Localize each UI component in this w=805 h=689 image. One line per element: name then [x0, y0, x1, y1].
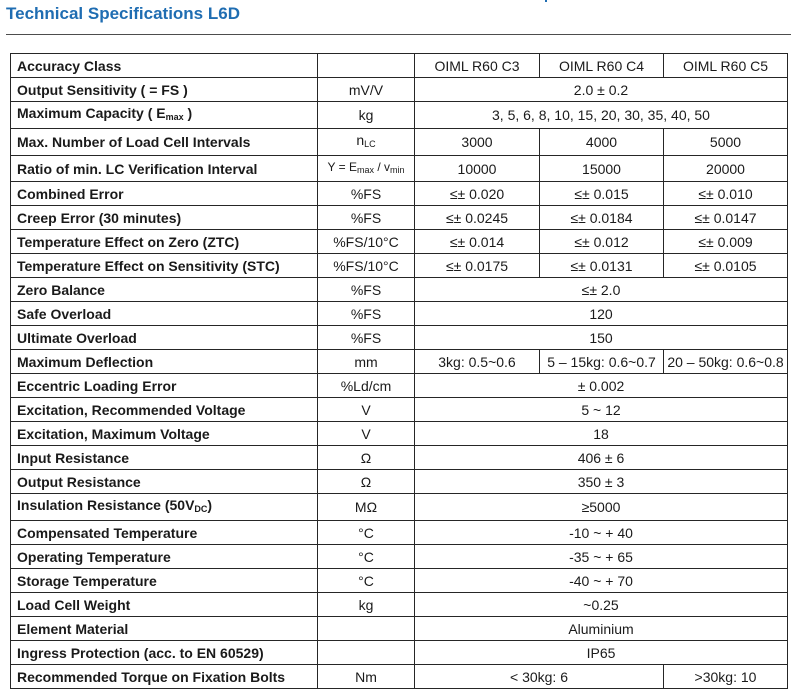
- spec-unit: [318, 54, 415, 78]
- spec-value: Aluminium: [415, 617, 788, 641]
- spec-parameter: Load Cell Weight: [11, 593, 318, 617]
- spec-parameter: Recommended Torque on Fixation Bolts: [11, 665, 318, 689]
- spec-parameter: Safe Overload: [11, 302, 318, 326]
- spec-value: ≤± 0.020: [415, 182, 540, 206]
- spec-value: 5 ~ 12: [415, 398, 788, 422]
- spec-parameter: Zero Balance: [11, 278, 318, 302]
- page-title: Technical Specifications L6D: [6, 4, 240, 23]
- spec-value: ≤± 0.009: [664, 230, 788, 254]
- spec-parameter: Element Material: [11, 617, 318, 641]
- spec-value: ± 0.002: [415, 374, 788, 398]
- spec-unit: %FS/10°C: [318, 230, 415, 254]
- spec-unit: Ω: [318, 470, 415, 494]
- spec-value: 3, 5, 6, 8, 10, 15, 20, 30, 35, 40, 50: [415, 102, 788, 129]
- spec-row: [11, 254, 788, 278]
- spec-value: -35 ~ + 65: [415, 545, 788, 569]
- spec-value: ≤± 0.0131: [540, 254, 664, 278]
- spec-row: [11, 446, 788, 470]
- spec-unit: Nm: [318, 665, 415, 689]
- spec-value: ≤± 0.010: [664, 182, 788, 206]
- spec-value: ≤± 0.0147: [664, 206, 788, 230]
- spec-parameter: Operating Temperature: [11, 545, 318, 569]
- spec-parameter: Creep Error (30 minutes): [11, 206, 318, 230]
- spec-value: 4000: [540, 129, 664, 156]
- spec-parameter: Output Sensitivity ( = FS ): [11, 78, 318, 102]
- spec-unit: [318, 641, 415, 665]
- spec-value: 18: [415, 422, 788, 446]
- spec-value: -40 ~ + 70: [415, 569, 788, 593]
- spec-unit: %FS: [318, 206, 415, 230]
- spec-value: 5 – 15kg: 0.6~0.7: [540, 350, 664, 374]
- top-accent-mark: [545, 0, 547, 2]
- spec-table-body: [11, 54, 788, 689]
- spec-value: ≤± 0.014: [415, 230, 540, 254]
- spec-row: [11, 350, 788, 374]
- spec-row: [11, 182, 788, 206]
- spec-table: [10, 53, 788, 689]
- spec-row: [11, 470, 788, 494]
- spec-row: [11, 302, 788, 326]
- spec-value: OIML R60 C5: [664, 54, 788, 78]
- spec-parameter: Temperature Effect on Zero (ZTC): [11, 230, 318, 254]
- spec-row: [11, 641, 788, 665]
- spec-unit: $n_{LC}$: [318, 129, 415, 156]
- spec-parameter: Eccentric Loading Error: [11, 374, 318, 398]
- spec-row: [11, 230, 788, 254]
- spec-unit: °C: [318, 545, 415, 569]
- spec-row: [11, 593, 788, 617]
- spec-value: 15000: [540, 156, 664, 182]
- spec-unit: %Ld/cm: [318, 374, 415, 398]
- spec-value: ≤± 0.015: [540, 182, 664, 206]
- spec-unit: °C: [318, 569, 415, 593]
- spec-value: 5000: [664, 129, 788, 156]
- spec-unit: $Y = E_{max} / v_{min}$: [318, 156, 415, 182]
- spec-parameter: Ultimate Overload: [11, 326, 318, 350]
- spec-unit: Ω: [318, 446, 415, 470]
- spec-unit: %FS: [318, 326, 415, 350]
- spec-row: [11, 521, 788, 545]
- spec-row: [11, 617, 788, 641]
- spec-row: [11, 129, 788, 156]
- spec-unit: %FS: [318, 278, 415, 302]
- spec-row: [11, 374, 788, 398]
- spec-unit: kg: [318, 593, 415, 617]
- spec-row: [11, 422, 788, 446]
- spec-value: 350 ± 3: [415, 470, 788, 494]
- spec-value: 20000: [664, 156, 788, 182]
- spec-value: 150: [415, 326, 788, 350]
- spec-unit: MΩ: [318, 494, 415, 521]
- spec-parameter: Compensated Temperature: [11, 521, 318, 545]
- spec-value: 3000: [415, 129, 540, 156]
- spec-value: 406 ± 6: [415, 446, 788, 470]
- spec-value: 10000: [415, 156, 540, 182]
- spec-parameter: Temperature Effect on Sensitivity (STC): [11, 254, 318, 278]
- spec-parameter: Output Resistance: [11, 470, 318, 494]
- spec-row: [11, 54, 788, 78]
- spec-value: IP65: [415, 641, 788, 665]
- spec-value: ≤± 0.0175: [415, 254, 540, 278]
- spec-row: [11, 398, 788, 422]
- spec-row: [11, 569, 788, 593]
- spec-parameter: Combined Error: [11, 182, 318, 206]
- spec-value: 20 – 50kg: 0.6~0.8: [664, 350, 788, 374]
- spec-value: OIML R60 C3: [415, 54, 540, 78]
- spec-value: OIML R60 C4: [540, 54, 664, 78]
- spec-unit: %FS/10°C: [318, 254, 415, 278]
- spec-unit: °C: [318, 521, 415, 545]
- spec-unit: %FS: [318, 302, 415, 326]
- spec-parameter: Max. Number of Load Cell Intervals: [11, 129, 318, 156]
- spec-unit: [318, 617, 415, 641]
- spec-parameter: Ratio of min. LC Verification Interval: [11, 156, 318, 182]
- spec-value: -10 ~ + 40: [415, 521, 788, 545]
- spec-value: ~0.25: [415, 593, 788, 617]
- spec-value: ≤± 2.0: [415, 278, 788, 302]
- spec-unit: mm: [318, 350, 415, 374]
- spec-value: >30kg: 10: [664, 665, 788, 689]
- spec-parameter: Insulation Resistance $(50V_{DC})$: [11, 494, 318, 521]
- title-divider: [6, 34, 791, 35]
- spec-value: ≤± 0.0105: [664, 254, 788, 278]
- spec-parameter: Accuracy Class: [11, 54, 318, 78]
- spec-parameter: Excitation, Maximum Voltage: [11, 422, 318, 446]
- spec-unit: V: [318, 422, 415, 446]
- spec-row: [11, 278, 788, 302]
- spec-value: ≤± 0.0184: [540, 206, 664, 230]
- spec-value: 120: [415, 302, 788, 326]
- spec-row: [11, 78, 788, 102]
- spec-parameter: Input Resistance: [11, 446, 318, 470]
- spec-row: [11, 326, 788, 350]
- spec-unit: mV/V: [318, 78, 415, 102]
- spec-parameter: Maximum Deflection: [11, 350, 318, 374]
- spec-parameter: Excitation, Recommended Voltage: [11, 398, 318, 422]
- spec-parameter: Ingress Protection (acc. to EN 60529): [11, 641, 318, 665]
- spec-value: ≤± 0.012: [540, 230, 664, 254]
- spec-parameter: Storage Temperature: [11, 569, 318, 593]
- spec-row: [11, 545, 788, 569]
- spec-row: [11, 665, 788, 689]
- spec-unit: V: [318, 398, 415, 422]
- spec-row: [11, 156, 788, 182]
- spec-value: ≤± 0.0245: [415, 206, 540, 230]
- spec-value: 2.0 ± 0.2: [415, 78, 788, 102]
- spec-unit: kg: [318, 102, 415, 129]
- spec-row: [11, 494, 788, 521]
- spec-value: 3kg: 0.5~0.6: [415, 350, 540, 374]
- spec-value: < 30kg: 6: [415, 665, 664, 689]
- spec-parameter: Maximum Capacity ( $E_{max}$ ): [11, 102, 318, 129]
- spec-row: [11, 102, 788, 129]
- spec-row: [11, 206, 788, 230]
- spec-unit: %FS: [318, 182, 415, 206]
- spec-value: ≥5000: [415, 494, 788, 521]
